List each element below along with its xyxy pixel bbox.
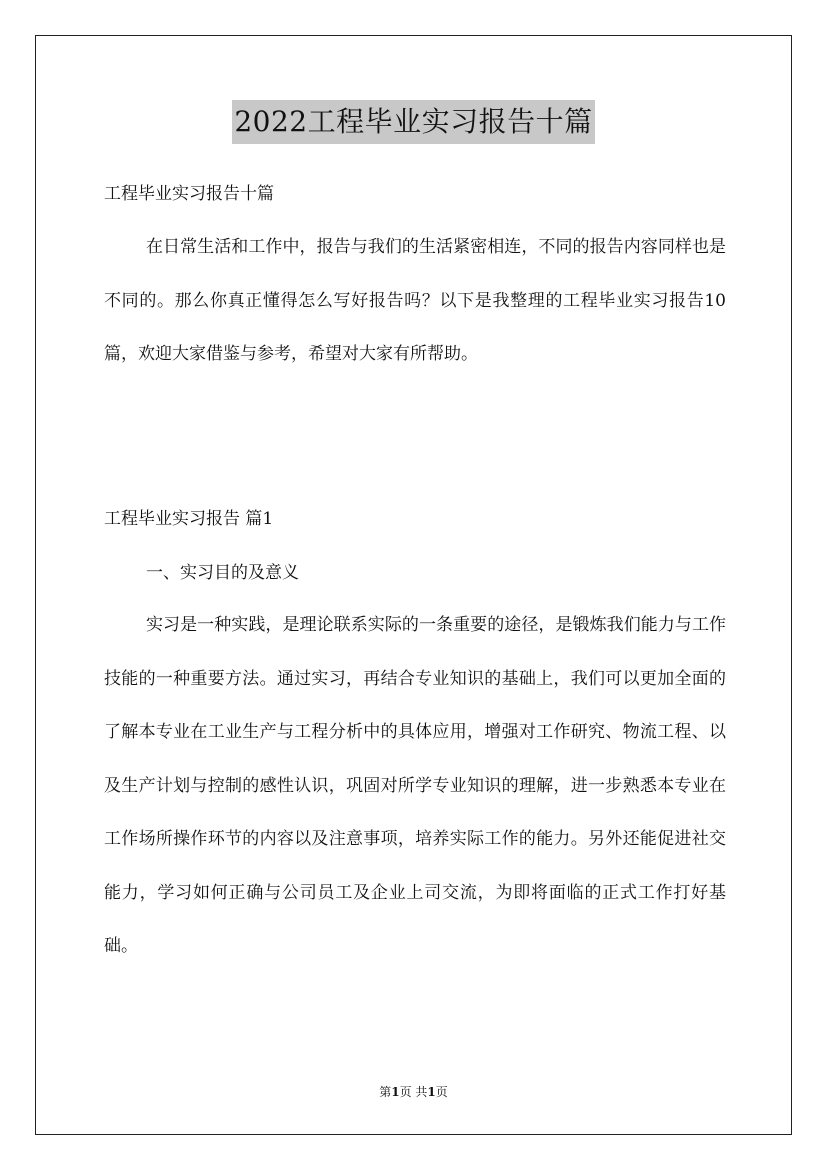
- footer-page-prefix: 第: [379, 1085, 392, 1099]
- footer-page-current: 1: [391, 1085, 400, 1099]
- document-subtitle: 工程毕业实习报告十篇: [104, 184, 274, 204]
- section-title: 工程毕业实习报告 篇1: [104, 509, 274, 529]
- footer-page-total: 1: [427, 1085, 436, 1099]
- document-title: 2022工程毕业实习报告十篇: [232, 100, 594, 144]
- document-title-wrapper: [0, 100, 827, 144]
- footer-page-mid: 页 共: [399, 1085, 428, 1099]
- footer-page-suffix: 页: [435, 1085, 448, 1099]
- intro-paragraph: 在日常生活和工作中，报告与我们的生活紧密相连，不同的报告内容同样也是不同的。那么你真正懂得怎么写好报告吗？以下是我整理的工程毕业实习报告10篇，欢迎大家借鉴与参考，希望对大家有所帮助。: [104, 237, 726, 364]
- body-paragraph: 实习是一种实践，是理论联系实际的一条重要的途径，是锻炼我们能力与工作技能的一种重要方法。通过实习，再结合专业知识的基础上，我们可以更加全面的了解本专业在工业生产与工程分析中的具体应用，增强对工作研究、物流工程、以及生产计划与控制的感性认识，巩固对所学专业知识的理解，进一步熟悉本专业在工作场所操作环节的内容以及注意事项，培养实际工作的能力。另外还能促进社交能力，学习如何正确与公司员工及企业上司交流，为即将面临的正式工作打好基础。: [104, 615, 726, 956]
- section-heading: 一、实习目的及意义: [146, 563, 299, 583]
- page-footer: [0, 1083, 827, 1101]
